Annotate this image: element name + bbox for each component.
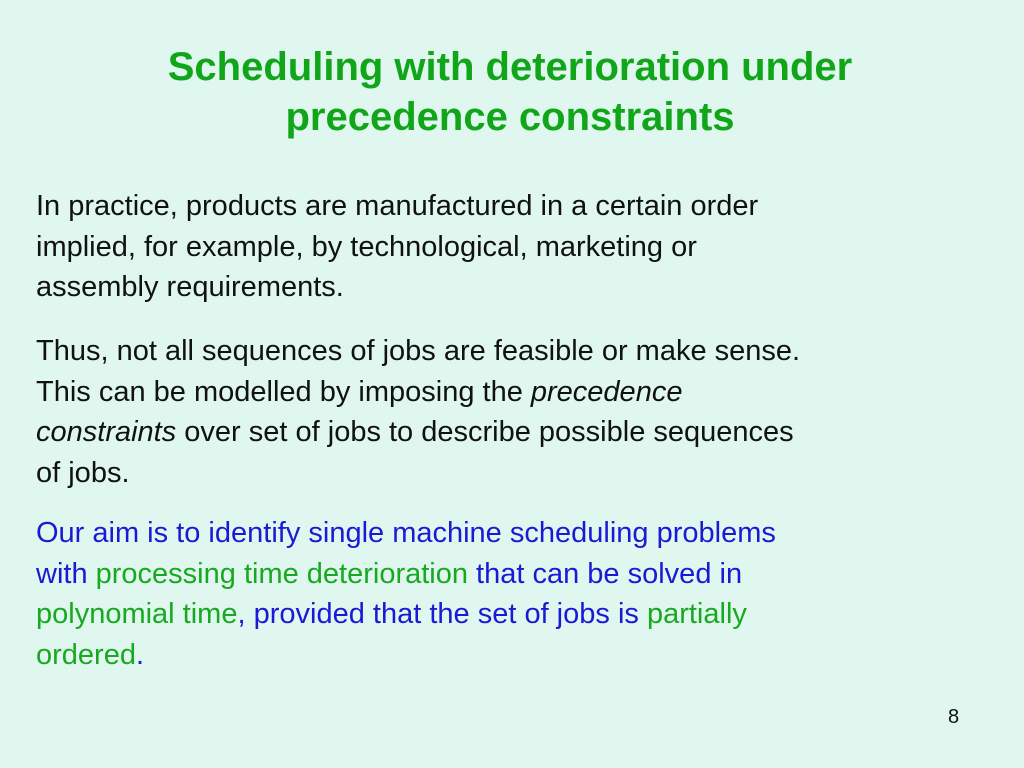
paragraph-2-line-3-text: over set of jobs to describe possible sequences (176, 416, 794, 448)
ordered-highlight: ordered (36, 638, 136, 671)
paragraph-2-line-2 (36, 372, 996, 413)
paragraph-manufacturing-order (36, 186, 996, 308)
final-period: . (135, 638, 145, 671)
paragraph-3-line-2-blue-end: that can be solved in (468, 557, 743, 590)
paragraph-3-line-1: Our aim is to identify single machine scheduling problems (36, 517, 776, 549)
polynomial-time-highlight: polynomial time (36, 598, 238, 630)
paragraph-3-line-3-blue: , provided that the set of jobs is (237, 598, 647, 630)
paragraph-2-line-1: Thus, not all sequences of jobs are feasible or make sense. (36, 335, 801, 367)
paragraph-1-line-1: In practice, products are manufactured in a certain order (36, 190, 759, 222)
paragraph-3-line-4 (36, 635, 996, 676)
paragraph-1-line-3: assembly requirements. (36, 271, 344, 303)
constraints-emphasis: constraints (36, 416, 177, 448)
paragraph-3-line-2-blue-start: with (36, 557, 96, 590)
paragraph-2-line-4: of jobs. (36, 456, 130, 489)
slide-title (60, 42, 960, 142)
page-number: 8 (948, 706, 960, 728)
title-line-2: precedence constraints (285, 95, 735, 139)
processing-time-deterioration-highlight: processing time deterioration (95, 557, 468, 590)
title-line-1: Scheduling with deterioration under (167, 45, 853, 89)
precedence-emphasis: precedence (530, 375, 683, 408)
paragraph-research-aim (36, 513, 996, 675)
paragraph-1-line-2: implied, for example, by technological, marketing or (36, 230, 697, 263)
paragraph-2-line-2-text: This can be modelled by imposing the (36, 375, 531, 408)
paragraph-2-line-3 (36, 412, 996, 453)
paragraph-precedence-constraints (36, 331, 996, 493)
paragraph-3-line-2 (36, 554, 996, 595)
partially-highlight: partially (646, 598, 747, 630)
paragraph-3-line-3 (36, 594, 996, 635)
